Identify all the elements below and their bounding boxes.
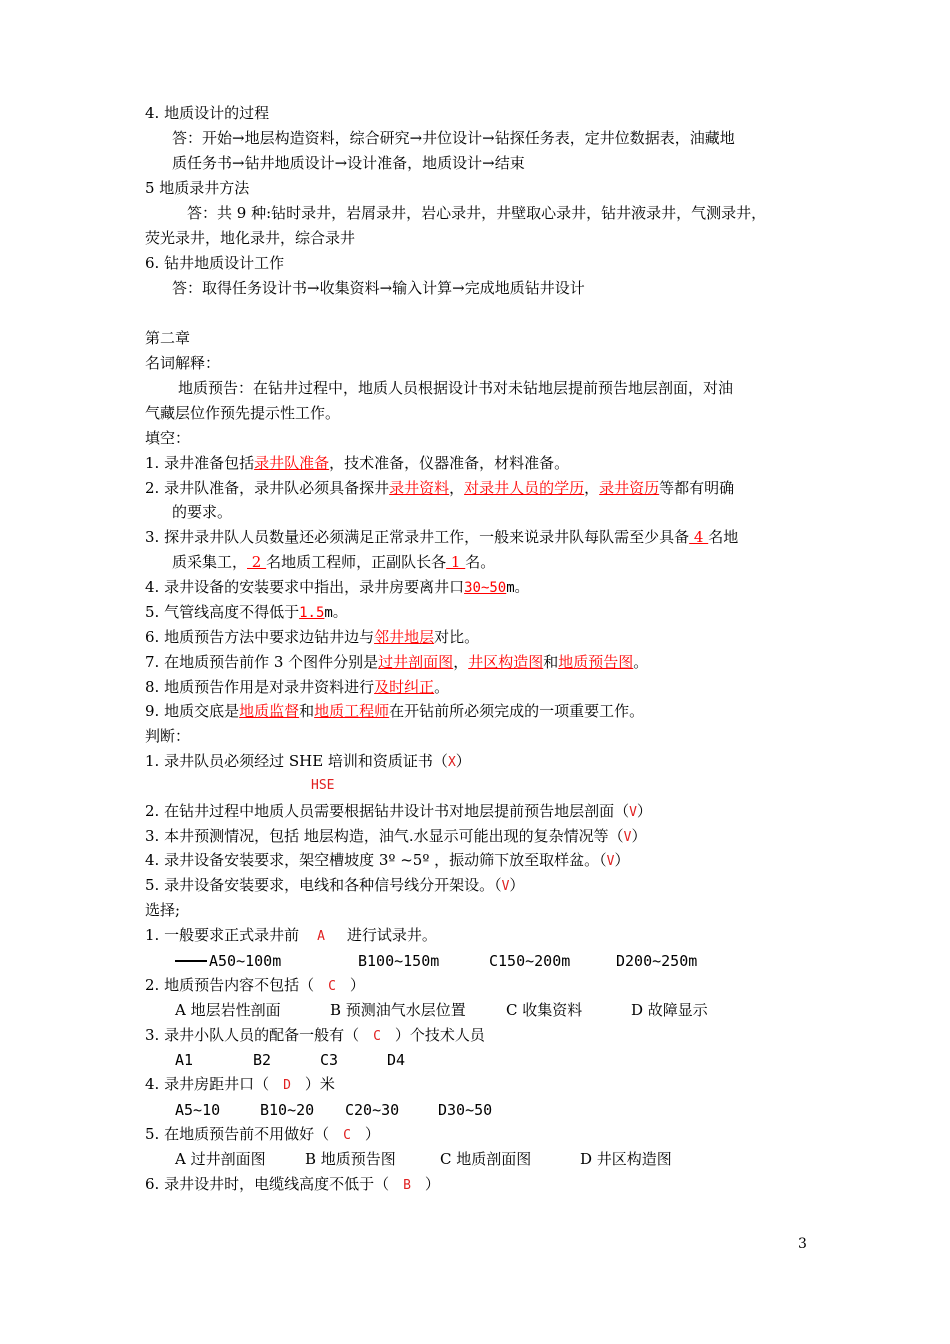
choice-item: 6. 录井设井时，电缆线高度不低于（ B ） [145,1175,440,1193]
answer-blank: 对录井人员的学历 [464,479,585,497]
fill-item: 6. 地质预告方法中要求边钻井边与邻井地层对比。 [145,628,480,646]
section-heading: 判断： [145,727,191,745]
answer-text: 答：共 9 种:钻时录井，岩屑录井，岩心录井，井壁取心录井，钻井液录井，气测录井， [187,204,767,222]
answer-blank: 1 [446,553,466,571]
answer-blank: 1.5 [299,605,325,621]
answer-text: 荧光录井，地化录井，综合录井 [145,229,356,247]
choice-option: A 地层岩性剖面 [175,1001,281,1019]
choice-item: 3. 录井小队人员的配备一般有（ C ）个技术人员 [145,1026,485,1044]
choice-option: B2 [253,1051,272,1069]
choice-option: D 故障显示 [631,1001,708,1019]
underline-dash [175,960,207,962]
judge-mark: V [629,805,637,820]
judge-mark: V [606,854,615,869]
answer-blank: 4 [689,528,709,546]
choice-option: A1 [175,1051,194,1069]
fill-item: 8. 地质预告作用是对录井资料进行及时纠正。 [145,678,450,696]
choice-option: A 过井剖面图 [175,1150,266,1168]
answer-blank: 录井资历 [599,479,660,497]
answer-blank: 地质工程师 [314,702,390,720]
judge-mark: V [501,879,510,894]
judge-item: 4. 录井设备安装要求，架空槽坡度 3º ~5º ，振动筛下放至取样盆。（V） [145,851,630,869]
fill-item: 7. 在地质预告前作 3 个图件分别是过井剖面图，井区构造图和地质预告图。 [145,653,649,671]
choice-answer: C [328,979,336,994]
definition-text: 气藏层位作预先提示性工作。 [145,404,341,422]
choice-answer: C [343,1128,351,1143]
answer-text: 答：开始→地层构造资料，综合研究→井位设计→钻探任务表，定井位数据表，油藏地 [172,129,735,147]
chapter-title: 第二章 [145,329,191,347]
choice-item: 2. 地质预告内容不包括（ C ） [145,976,365,994]
section-heading: 名词解释： [145,354,221,372]
section-heading: 选择; [145,901,181,919]
fill-item: 3. 探井录井队人员数量还必须满足正常录井工作，一般来说录井队每队需至少具备 4 名地 [145,528,739,546]
judge-item: 3. 本井预测情况，包括 地层构造，油气.水显示可能出现的复杂情况等（V） [145,827,647,845]
choice-option: A50~100m [175,951,281,971]
choice-option: B 预测油气水层位置 [330,1001,466,1019]
fill-item: 2. 录井队准备，录井队必须具备探井录井资料，对录井人员的学历，录井资历等都有明确 [145,479,735,497]
correction-note: HSE [311,778,335,793]
judge-mark: V [623,830,632,845]
judge-item: 2. 在钻井过程中地质人员需要根据钻井设计书对地层提前预告地层剖面（V） [145,802,652,820]
question-heading: 6. 钻井地质设计工作 [145,254,285,272]
judge-item: 5. 录井设备安装要求，电线和各种信号线分开架设。（V） [145,876,525,894]
choice-option: B 地质预告图 [305,1150,396,1168]
choice-option: A5~10 [175,1101,221,1119]
choice-answer: D [283,1078,291,1093]
judge-mark: X [447,755,456,770]
choice-item: 5. 在地质预告前不用做好（ C ） [145,1125,380,1143]
answer-blank: 过井剖面图 [378,653,454,671]
choice-option: D200~250m [616,952,698,970]
choice-option: B10~20 [260,1101,315,1119]
fill-item: 5. 气管线高度不得低于1.5m。 [145,603,347,621]
choice-option: D4 [387,1051,406,1069]
answer-blank: 2 [247,553,267,571]
choice-option: D30~50 [438,1101,493,1119]
answer-blank: 及时纠正 [374,678,435,696]
choice-option: C150~200m [489,952,571,970]
choice-option: C20~30 [345,1101,400,1119]
choice-option: C3 [320,1051,339,1069]
answer-blank: 录井队准备 [254,454,330,472]
answer-blank: 地质预告图 [558,653,634,671]
answer-blank: 录井资料 [389,479,450,497]
choice-option: B100~150m [358,952,440,970]
judge-item: 1. 录井队员必须经过 SHE 培训和资质证书（X） [145,752,471,770]
choice-answer: C [373,1029,381,1044]
answer-blank: 地质监督 [239,702,300,720]
answer-blank: 井区构造图 [468,653,544,671]
choice-item: 1. 一般要求正式录井前 A 进行试录井。 [145,926,437,944]
answer-text: 质任务书→钻井地质设计→设计准备，地质设计→结束 [172,154,525,172]
fill-item-cont: 的要求。 [172,503,233,521]
choice-answer: B [403,1178,411,1193]
fill-item: 1. 录井准备包括录井队准备，技术准备，仪器准备，材料准备。 [145,454,570,472]
page-number: 3 [798,1236,807,1252]
choice-answer: A [317,929,325,944]
choice-option: C 收集资料 [506,1001,583,1019]
answer-blank: 30~50 [464,580,507,596]
fill-item: 4. 录井设备的安装要求中指出，录井房要离井口30~50m。 [145,578,529,596]
choice-option: D 井区构造图 [580,1150,672,1168]
section-heading: 填空： [145,429,191,447]
choice-item: 4. 录井房距井口（ D ）米 [145,1075,335,1093]
definition-text: 地质预告：在钻井过程中，地质人员根据设计书对未钻地层提前预告地层剖面，对油 [178,379,734,397]
answer-text: 答：取得任务设计书→收集资料→输入计算→完成地质钻井设计 [172,279,585,297]
question-heading: 4. 地质设计的过程 [145,104,270,122]
choice-option: C 地质剖面图 [440,1150,532,1168]
fill-item-cont: 质采集工， 2 名地质工程师，正副队长各 1 名。 [172,553,496,571]
question-heading: 5 地质录井方法 [145,179,250,197]
fill-item: 9. 地质交底是地质监督和地质工程师在开钻前所必须完成的一项重要工作。 [145,702,645,720]
answer-blank: 邻井地层 [374,628,435,646]
